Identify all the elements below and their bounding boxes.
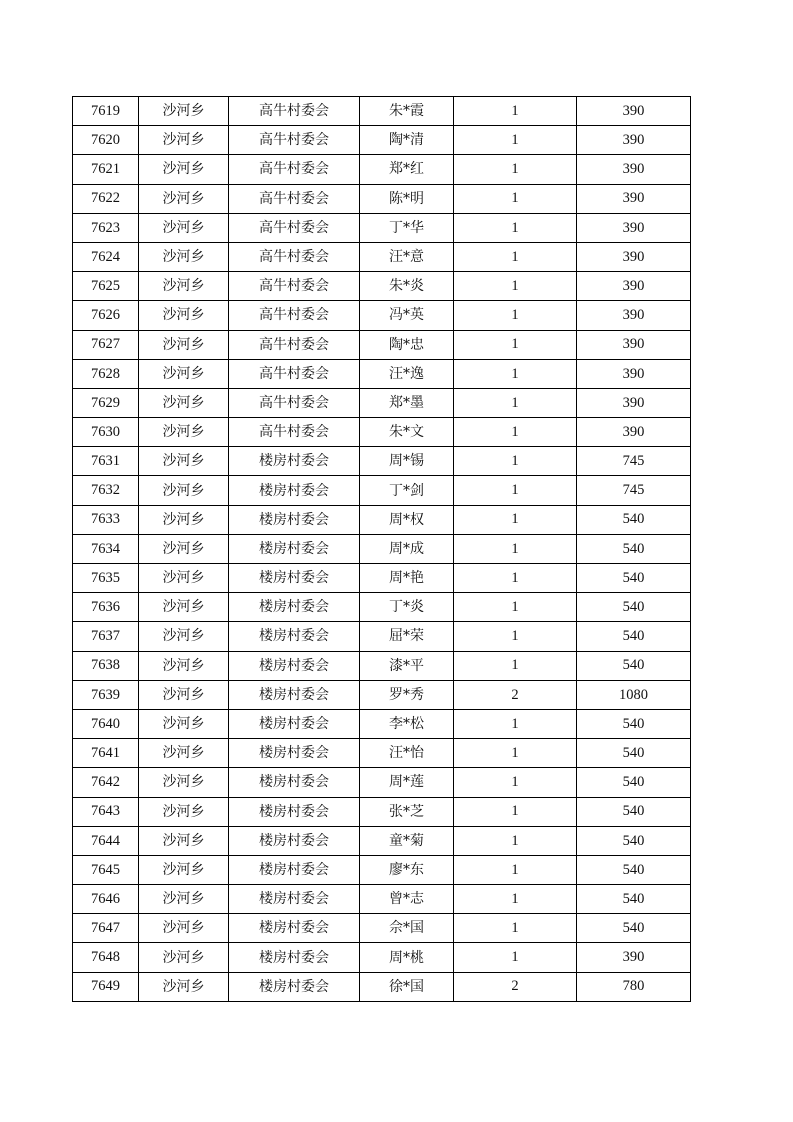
person-name-cell: 冯*英 — [360, 301, 454, 330]
village-committee-cell: 楼房村委会 — [229, 914, 360, 943]
township-cell: 沙河乡 — [139, 885, 229, 914]
person-name-cell: 周*艳 — [360, 564, 454, 593]
count-cell: 1 — [454, 242, 577, 271]
village-committee-cell: 高牛村委会 — [229, 359, 360, 388]
count-cell: 1 — [454, 885, 577, 914]
township-cell: 沙河乡 — [139, 242, 229, 271]
amount-cell: 390 — [577, 418, 691, 447]
village-committee-cell: 高牛村委会 — [229, 184, 360, 213]
record-number-cell: 7623 — [73, 213, 139, 242]
count-cell: 1 — [454, 709, 577, 738]
record-number-cell: 7644 — [73, 826, 139, 855]
person-name-cell: 周*权 — [360, 505, 454, 534]
township-cell: 沙河乡 — [139, 564, 229, 593]
count-cell: 1 — [454, 330, 577, 359]
village-committee-cell: 高牛村委会 — [229, 301, 360, 330]
village-committee-cell: 高牛村委会 — [229, 330, 360, 359]
table-row — [73, 622, 691, 651]
township-cell: 沙河乡 — [139, 914, 229, 943]
amount-cell: 540 — [577, 797, 691, 826]
count-cell: 1 — [454, 359, 577, 388]
village-committee-cell: 楼房村委会 — [229, 709, 360, 738]
village-committee-cell: 楼房村委会 — [229, 622, 360, 651]
count-cell: 2 — [454, 680, 577, 709]
township-cell: 沙河乡 — [139, 972, 229, 1001]
village-committee-cell: 楼房村委会 — [229, 797, 360, 826]
township-cell: 沙河乡 — [139, 797, 229, 826]
record-number-cell: 7627 — [73, 330, 139, 359]
village-committee-cell: 高牛村委会 — [229, 272, 360, 301]
village-committee-cell: 楼房村委会 — [229, 855, 360, 884]
record-number-cell: 7631 — [73, 447, 139, 476]
table-row — [73, 418, 691, 447]
amount-cell: 390 — [577, 330, 691, 359]
table-row — [73, 797, 691, 826]
village-committee-cell: 楼房村委会 — [229, 593, 360, 622]
record-number-cell: 7632 — [73, 476, 139, 505]
table-row — [73, 476, 691, 505]
count-cell: 2 — [454, 972, 577, 1001]
table-row — [73, 97, 691, 126]
record-number-cell: 7635 — [73, 564, 139, 593]
amount-cell: 390 — [577, 155, 691, 184]
record-number-cell: 7636 — [73, 593, 139, 622]
amount-cell: 540 — [577, 534, 691, 563]
village-committee-cell: 楼房村委会 — [229, 564, 360, 593]
amount-cell: 390 — [577, 272, 691, 301]
table-row — [73, 680, 691, 709]
table-row — [73, 126, 691, 155]
village-committee-cell: 楼房村委会 — [229, 768, 360, 797]
township-cell: 沙河乡 — [139, 943, 229, 972]
amount-cell: 390 — [577, 213, 691, 242]
amount-cell: 540 — [577, 505, 691, 534]
village-committee-cell: 楼房村委会 — [229, 885, 360, 914]
township-cell: 沙河乡 — [139, 826, 229, 855]
township-cell: 沙河乡 — [139, 505, 229, 534]
township-cell: 沙河乡 — [139, 534, 229, 563]
table-row — [73, 972, 691, 1001]
village-committee-cell: 高牛村委会 — [229, 213, 360, 242]
person-name-cell: 汪*逸 — [360, 359, 454, 388]
table-row — [73, 184, 691, 213]
record-number-cell: 7648 — [73, 943, 139, 972]
table-row — [73, 943, 691, 972]
data-table — [72, 96, 691, 1002]
table-body — [73, 97, 691, 1002]
amount-cell: 745 — [577, 447, 691, 476]
record-number-cell: 7638 — [73, 651, 139, 680]
record-number-cell: 7649 — [73, 972, 139, 1001]
person-name-cell: 丁*剑 — [360, 476, 454, 505]
count-cell: 1 — [454, 914, 577, 943]
count-cell: 1 — [454, 126, 577, 155]
amount-cell: 540 — [577, 651, 691, 680]
person-name-cell: 佘*国 — [360, 914, 454, 943]
amount-cell: 390 — [577, 97, 691, 126]
record-number-cell: 7622 — [73, 184, 139, 213]
count-cell: 1 — [454, 388, 577, 417]
township-cell: 沙河乡 — [139, 272, 229, 301]
table-row — [73, 564, 691, 593]
amount-cell: 540 — [577, 826, 691, 855]
township-cell: 沙河乡 — [139, 447, 229, 476]
village-committee-cell: 楼房村委会 — [229, 505, 360, 534]
amount-cell: 390 — [577, 943, 691, 972]
person-name-cell: 陶*忠 — [360, 330, 454, 359]
township-cell: 沙河乡 — [139, 126, 229, 155]
township-cell: 沙河乡 — [139, 622, 229, 651]
village-committee-cell: 楼房村委会 — [229, 972, 360, 1001]
amount-cell: 540 — [577, 739, 691, 768]
count-cell: 1 — [454, 505, 577, 534]
person-name-cell: 曾*志 — [360, 885, 454, 914]
person-name-cell: 徐*国 — [360, 972, 454, 1001]
table-row — [73, 914, 691, 943]
count-cell: 1 — [454, 272, 577, 301]
township-cell: 沙河乡 — [139, 359, 229, 388]
person-name-cell: 朱*霞 — [360, 97, 454, 126]
township-cell: 沙河乡 — [139, 301, 229, 330]
amount-cell: 745 — [577, 476, 691, 505]
village-committee-cell: 楼房村委会 — [229, 739, 360, 768]
record-number-cell: 7621 — [73, 155, 139, 184]
amount-cell: 540 — [577, 855, 691, 884]
table-row — [73, 388, 691, 417]
person-name-cell: 屈*荣 — [360, 622, 454, 651]
amount-cell: 1080 — [577, 680, 691, 709]
table-row — [73, 826, 691, 855]
amount-cell: 390 — [577, 184, 691, 213]
count-cell: 1 — [454, 155, 577, 184]
township-cell: 沙河乡 — [139, 213, 229, 242]
village-committee-cell: 楼房村委会 — [229, 534, 360, 563]
person-name-cell: 郑*红 — [360, 155, 454, 184]
amount-cell: 540 — [577, 564, 691, 593]
record-number-cell: 7626 — [73, 301, 139, 330]
village-committee-cell: 楼房村委会 — [229, 826, 360, 855]
table-row — [73, 359, 691, 388]
count-cell: 1 — [454, 943, 577, 972]
table-row — [73, 447, 691, 476]
person-name-cell: 周*锡 — [360, 447, 454, 476]
count-cell: 1 — [454, 855, 577, 884]
count-cell: 1 — [454, 447, 577, 476]
person-name-cell: 丁*华 — [360, 213, 454, 242]
record-number-cell: 7642 — [73, 768, 139, 797]
count-cell: 1 — [454, 768, 577, 797]
record-number-cell: 7624 — [73, 242, 139, 271]
village-committee-cell: 楼房村委会 — [229, 447, 360, 476]
count-cell: 1 — [454, 184, 577, 213]
record-number-cell: 7620 — [73, 126, 139, 155]
count-cell: 1 — [454, 213, 577, 242]
person-name-cell: 周*桃 — [360, 943, 454, 972]
village-committee-cell: 高牛村委会 — [229, 155, 360, 184]
township-cell: 沙河乡 — [139, 418, 229, 447]
count-cell: 1 — [454, 739, 577, 768]
count-cell: 1 — [454, 476, 577, 505]
person-name-cell: 朱*炎 — [360, 272, 454, 301]
record-number-cell: 7643 — [73, 797, 139, 826]
person-name-cell: 童*菊 — [360, 826, 454, 855]
village-committee-cell: 高牛村委会 — [229, 242, 360, 271]
amount-cell: 540 — [577, 709, 691, 738]
count-cell: 1 — [454, 534, 577, 563]
amount-cell: 390 — [577, 301, 691, 330]
record-number-cell: 7625 — [73, 272, 139, 301]
table-row — [73, 855, 691, 884]
table-row — [73, 768, 691, 797]
amount-cell: 780 — [577, 972, 691, 1001]
amount-cell: 540 — [577, 885, 691, 914]
person-name-cell: 丁*炎 — [360, 593, 454, 622]
table-row — [73, 242, 691, 271]
count-cell: 1 — [454, 622, 577, 651]
person-name-cell: 周*莲 — [360, 768, 454, 797]
township-cell: 沙河乡 — [139, 155, 229, 184]
table-row — [73, 885, 691, 914]
amount-cell: 540 — [577, 593, 691, 622]
village-committee-cell: 高牛村委会 — [229, 418, 360, 447]
record-number-cell: 7639 — [73, 680, 139, 709]
township-cell: 沙河乡 — [139, 97, 229, 126]
person-name-cell: 郑*墨 — [360, 388, 454, 417]
table-row — [73, 534, 691, 563]
record-number-cell: 7645 — [73, 855, 139, 884]
township-cell: 沙河乡 — [139, 680, 229, 709]
count-cell: 1 — [454, 564, 577, 593]
person-name-cell: 朱*文 — [360, 418, 454, 447]
table-row — [73, 651, 691, 680]
table-row — [73, 739, 691, 768]
township-cell: 沙河乡 — [139, 768, 229, 797]
township-cell: 沙河乡 — [139, 739, 229, 768]
record-number-cell: 7619 — [73, 97, 139, 126]
record-number-cell: 7637 — [73, 622, 139, 651]
table-row — [73, 272, 691, 301]
person-name-cell: 张*芝 — [360, 797, 454, 826]
record-number-cell: 7628 — [73, 359, 139, 388]
record-number-cell: 7629 — [73, 388, 139, 417]
township-cell: 沙河乡 — [139, 476, 229, 505]
person-name-cell: 廖*东 — [360, 855, 454, 884]
record-number-cell: 7646 — [73, 885, 139, 914]
person-name-cell: 漆*平 — [360, 651, 454, 680]
township-cell: 沙河乡 — [139, 709, 229, 738]
village-committee-cell: 楼房村委会 — [229, 651, 360, 680]
record-number-cell: 7647 — [73, 914, 139, 943]
table-row — [73, 330, 691, 359]
person-name-cell: 罗*秀 — [360, 680, 454, 709]
person-name-cell: 李*松 — [360, 709, 454, 738]
township-cell: 沙河乡 — [139, 855, 229, 884]
amount-cell: 390 — [577, 242, 691, 271]
count-cell: 1 — [454, 797, 577, 826]
count-cell: 1 — [454, 301, 577, 330]
person-name-cell: 陈*明 — [360, 184, 454, 213]
amount-cell: 390 — [577, 359, 691, 388]
amount-cell: 390 — [577, 126, 691, 155]
township-cell: 沙河乡 — [139, 184, 229, 213]
record-number-cell: 7634 — [73, 534, 139, 563]
village-committee-cell: 高牛村委会 — [229, 126, 360, 155]
count-cell: 1 — [454, 593, 577, 622]
record-number-cell: 7640 — [73, 709, 139, 738]
person-name-cell: 陶*清 — [360, 126, 454, 155]
person-name-cell: 周*成 — [360, 534, 454, 563]
table-row — [73, 301, 691, 330]
village-committee-cell: 楼房村委会 — [229, 680, 360, 709]
village-committee-cell: 楼房村委会 — [229, 943, 360, 972]
count-cell: 1 — [454, 826, 577, 855]
person-name-cell: 汪*意 — [360, 242, 454, 271]
table-row — [73, 709, 691, 738]
table-row — [73, 593, 691, 622]
table-row — [73, 213, 691, 242]
amount-cell: 540 — [577, 622, 691, 651]
village-committee-cell: 高牛村委会 — [229, 97, 360, 126]
amount-cell: 540 — [577, 768, 691, 797]
table-row — [73, 155, 691, 184]
document-page — [72, 96, 690, 1002]
amount-cell: 390 — [577, 388, 691, 417]
count-cell: 1 — [454, 418, 577, 447]
village-committee-cell: 高牛村委会 — [229, 388, 360, 417]
township-cell: 沙河乡 — [139, 388, 229, 417]
township-cell: 沙河乡 — [139, 651, 229, 680]
table-row — [73, 505, 691, 534]
amount-cell: 540 — [577, 914, 691, 943]
record-number-cell: 7633 — [73, 505, 139, 534]
record-number-cell: 7641 — [73, 739, 139, 768]
record-number-cell: 7630 — [73, 418, 139, 447]
count-cell: 1 — [454, 97, 577, 126]
village-committee-cell: 楼房村委会 — [229, 476, 360, 505]
township-cell: 沙河乡 — [139, 593, 229, 622]
count-cell: 1 — [454, 651, 577, 680]
township-cell: 沙河乡 — [139, 330, 229, 359]
person-name-cell: 汪*怡 — [360, 739, 454, 768]
